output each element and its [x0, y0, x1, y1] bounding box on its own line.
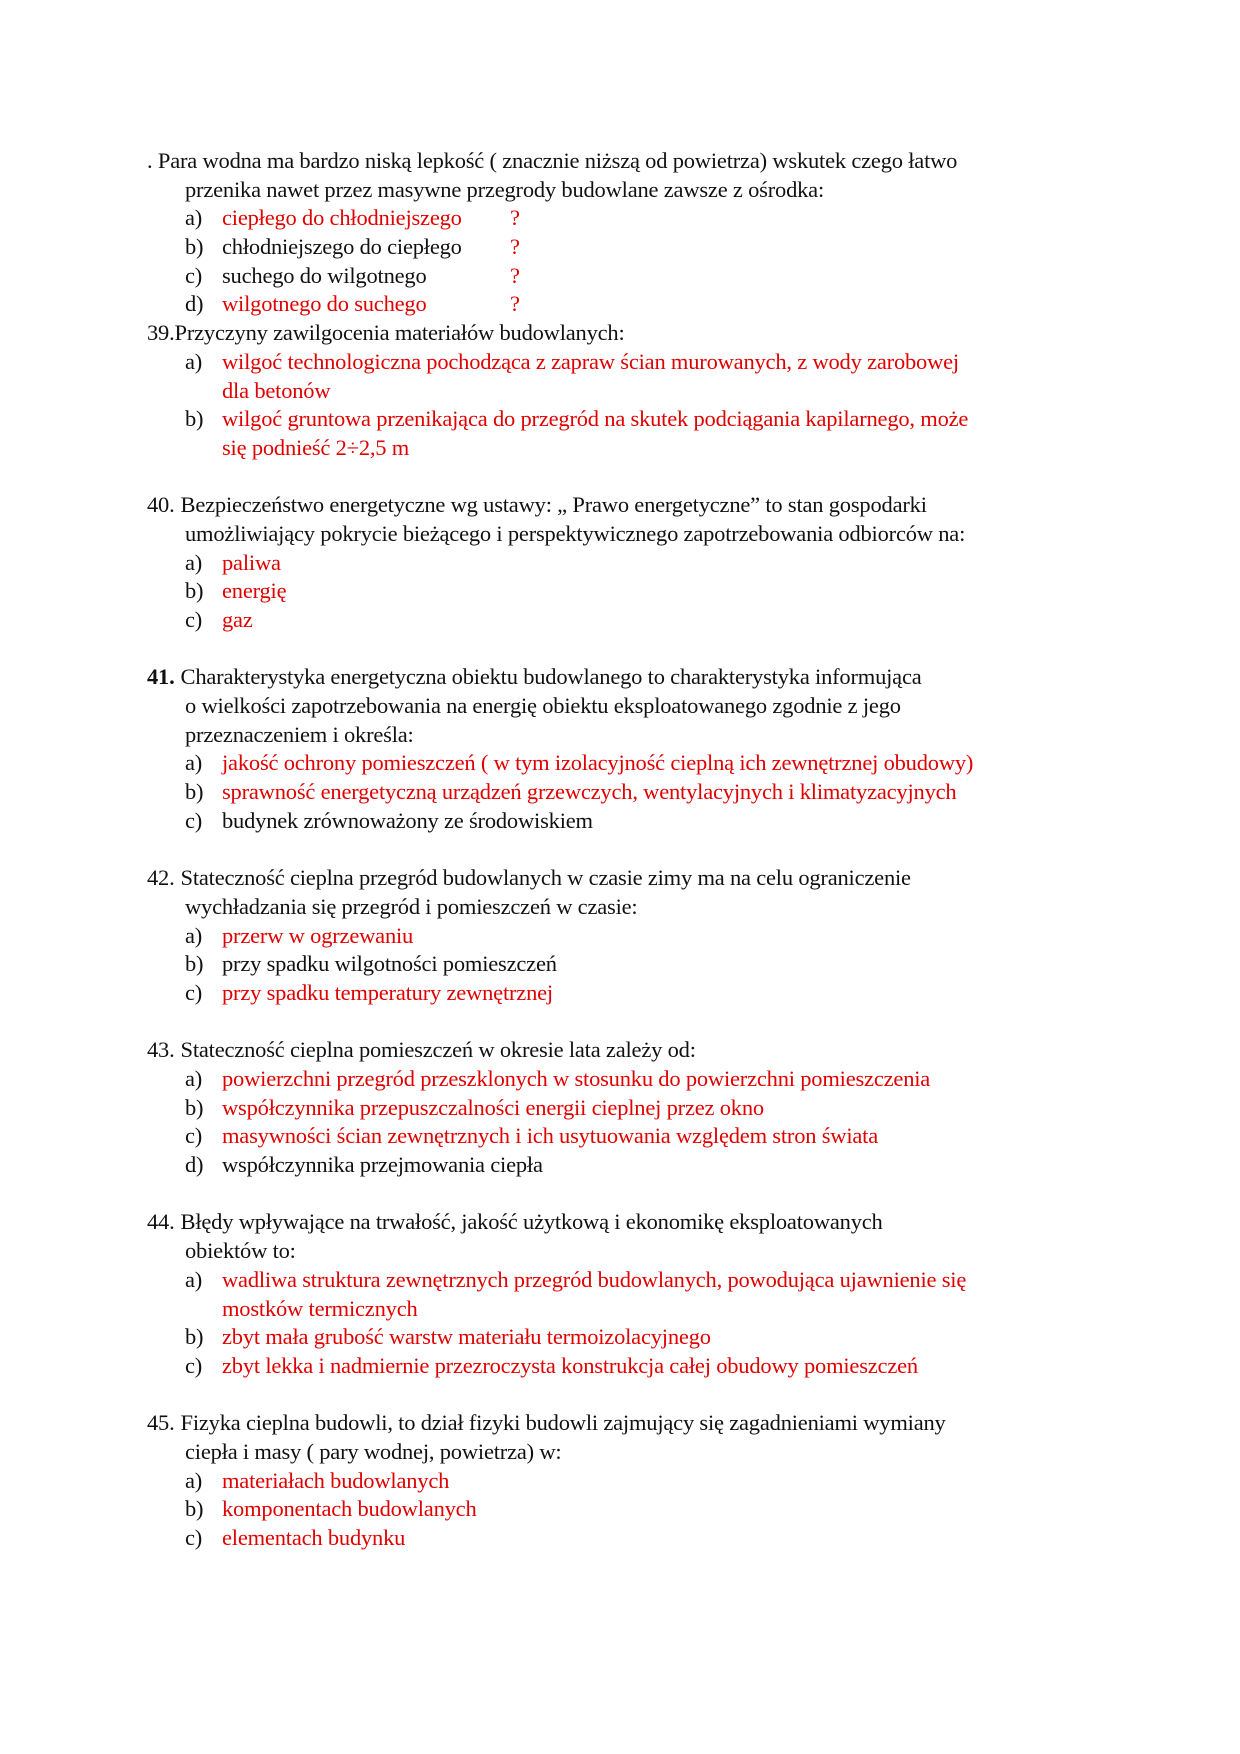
- answer-option: [0, 606, 1240, 635]
- answer-option: [0, 1122, 1240, 1151]
- question-number: 45.: [147, 1410, 175, 1436]
- option-text: sprawność energetyczną urządzeń grzewczych, wentylacyjnych i klimatyzacyjnych: [222, 779, 957, 805]
- question-text-continued: [0, 893, 1240, 922]
- question-text: [0, 663, 1240, 692]
- option-text: wilgoć gruntowa przenikająca do przegród na skutek podciągania kapilarnego, może: [222, 406, 969, 432]
- answer-option: [0, 549, 1240, 578]
- option-label: a): [185, 922, 203, 948]
- spacer: [0, 1180, 1240, 1209]
- question-text: [0, 1208, 1240, 1237]
- option-label: d): [185, 291, 204, 317]
- question-text: [0, 147, 1240, 176]
- option-label: b): [185, 234, 204, 260]
- option-label: a): [185, 1467, 203, 1493]
- option-text: ciepłego do chłodniejszego: [222, 205, 462, 231]
- option-label: a): [185, 348, 203, 374]
- answer-option: [0, 290, 1240, 319]
- question-block: [0, 1381, 1240, 1553]
- question-line: umożliwiający pokrycie bieżącego i perspektywicznego zapotrzebowania odbiorców na:: [185, 520, 966, 546]
- question-line: obiektów to:: [185, 1238, 296, 1264]
- answer-option: [0, 1524, 1240, 1553]
- option-label: c): [185, 1525, 203, 1550]
- question-line: wychładzania się przegród i pomieszczeń w czasie:: [185, 893, 638, 919]
- option-text: współczynnika przejmowania ciepła: [222, 1152, 543, 1178]
- option-label: b): [185, 578, 204, 604]
- question-block: [0, 836, 1240, 1008]
- option-label: b): [185, 1324, 204, 1350]
- question-line: przenika nawet przez masywne przegrody budowlane zawsze z ośrodka:: [185, 176, 825, 202]
- question-block: [0, 1008, 1240, 1180]
- question-line: o wielkości zapotrzebowania na energię obiektu eksploatowanego zgodnie z jego: [185, 693, 901, 719]
- answer-option: [0, 807, 1240, 836]
- option-label: c): [185, 807, 203, 833]
- answer-option: [0, 1323, 1240, 1352]
- option-label: a): [185, 1066, 203, 1091]
- option-text: masywności ścian zewnętrznych i ich usytuowania względem stron świata: [222, 1123, 879, 1149]
- spacer: [0, 463, 1240, 492]
- option-text: elementach budynku: [222, 1525, 406, 1550]
- question-text-continued: [0, 1237, 1240, 1266]
- option-label: a): [185, 1266, 203, 1292]
- answer-option: [0, 950, 1240, 979]
- answer-option: [0, 204, 1240, 233]
- option-text: suchego do wilgotnego: [222, 262, 427, 288]
- option-text: przy spadku wilgotności pomieszczeń: [222, 951, 557, 977]
- question-block: [0, 319, 1240, 462]
- question-number: .: [147, 148, 153, 173]
- answer-option: [0, 1352, 1240, 1381]
- answer-option: [0, 979, 1240, 1008]
- option-text: zbyt mała grubość warstw materiału termoizolacyjnego: [222, 1324, 711, 1350]
- question-text: [0, 864, 1240, 893]
- question-block: [0, 147, 1240, 319]
- spacer: [0, 1381, 1240, 1410]
- option-text: materiałach budowlanych: [222, 1467, 450, 1493]
- answer-option: [0, 1094, 1240, 1123]
- question-line: Błędy wpływające na trwałość, jakość użytkową i ekonomikę eksploatowanych: [180, 1209, 883, 1235]
- option-label: c): [185, 262, 203, 288]
- option-text: wilgoć technologiczna pochodząca z zapraw ścian murowanych, z wody zarobowej: [222, 348, 959, 374]
- option-text: chłodniejszego do ciepłego: [222, 234, 462, 260]
- option-label: b): [185, 779, 204, 805]
- option-text: przerw w ogrzewaniu: [222, 922, 414, 948]
- option-text: paliwa: [222, 549, 281, 575]
- option-text: komponentach budowlanych: [222, 1496, 477, 1522]
- option-text: wadliwa struktura zewnętrznych przegród budowlanych, powodująca ujawnienie się: [222, 1266, 967, 1292]
- answer-option: [0, 1266, 1240, 1295]
- question-block: [0, 635, 1240, 836]
- question-number: 42.: [147, 865, 175, 891]
- question-text: [0, 491, 1240, 520]
- question-mark: ?: [510, 291, 520, 317]
- option-label: c): [185, 1352, 203, 1378]
- question-text-continued: [0, 176, 1240, 205]
- option-text: jakość ochrony pomieszczeń ( w tym izolacyjność cieplną ich zewnętrznej obudowy): [222, 750, 974, 776]
- option-label: b): [185, 1094, 204, 1120]
- question-number: 44.: [147, 1209, 175, 1235]
- question-number: 41.: [147, 664, 175, 690]
- question-text-continued: [0, 721, 1240, 750]
- option-text: przy spadku temperatury zewnętrznej: [222, 979, 553, 1005]
- question-line: przeznaczeniem i określa:: [185, 721, 414, 747]
- option-label: a): [185, 549, 203, 575]
- answer-option: [0, 778, 1240, 807]
- question-line: Stateczność cieplna przegród budowlanych w czasie zimy ma na celu ograniczenie: [180, 865, 911, 891]
- question-line: ciepła i masy ( pary wodnej, powietrza) w:: [185, 1438, 562, 1464]
- spacer: [0, 635, 1240, 664]
- option-label: a): [185, 205, 203, 231]
- answer-option: [0, 233, 1240, 262]
- option-text: budynek zrównoważony ze środowiskiem: [222, 807, 593, 833]
- option-text: energię: [222, 578, 287, 604]
- option-text: gaz: [222, 607, 253, 632]
- option-label: b): [185, 406, 204, 432]
- question-mark: ?: [510, 205, 520, 231]
- option-label: c): [185, 607, 203, 632]
- question-line: Bezpieczeństwo energetyczne wg ustawy: „ Prawo energetyczne” to stan gospodarki: [180, 492, 927, 518]
- option-text-continued: dla betonów: [222, 377, 331, 403]
- question-line: Fizyka cieplna budowli, to dział fizyki budowli zajmujący się zagadnieniami wymiany: [180, 1410, 946, 1436]
- question-line: Charakterystyka energetyczna obiektu budowlanego to charakterystyka informująca: [180, 664, 922, 690]
- answer-option: [0, 1151, 1240, 1180]
- question-text: [0, 1409, 1240, 1438]
- option-text: wilgotnego do suchego: [222, 291, 427, 317]
- option-text-continued: mostków termicznych: [222, 1295, 418, 1321]
- option-text: zbyt lekka i nadmiernie przezroczysta konstrukcja całej obudowy pomieszczeń: [222, 1352, 918, 1378]
- question-text-continued: [0, 520, 1240, 549]
- option-label: d): [185, 1152, 204, 1178]
- answer-option: [0, 749, 1240, 778]
- answer-option: [0, 405, 1240, 434]
- document-page: [0, 147, 1240, 1553]
- question-text: [0, 1036, 1240, 1065]
- answer-option: [0, 262, 1240, 291]
- answer-option: [0, 577, 1240, 606]
- question-mark: ?: [510, 262, 520, 288]
- option-text: powierzchni przegród przeszklonych w stosunku do powierzchni pomieszczenia: [222, 1066, 931, 1091]
- question-number: 39.: [147, 320, 175, 346]
- question-line: Przyczyny zawilgocenia materiałów budowlanych:: [174, 320, 625, 346]
- option-label: c): [185, 1123, 203, 1149]
- spacer: [0, 836, 1240, 865]
- question-line: Stateczność cieplna pomieszczeń w okresie lata zależy od:: [180, 1037, 696, 1063]
- question-mark: ?: [510, 234, 520, 260]
- answer-option: [0, 1065, 1240, 1094]
- question-text: [0, 319, 1240, 348]
- spacer: [0, 1008, 1240, 1037]
- question-number: 43.: [147, 1037, 175, 1063]
- question-number: 40.: [147, 492, 175, 518]
- option-label: c): [185, 979, 203, 1005]
- question-block: [0, 463, 1240, 635]
- option-text: współczynnika przepuszczalności energii cieplnej przez okno: [222, 1094, 764, 1120]
- answer-option: [0, 1467, 1240, 1496]
- question-text-continued: [0, 692, 1240, 721]
- option-text-continued: się podnieść 2÷2,5 m: [222, 434, 410, 460]
- question-block: [0, 1180, 1240, 1381]
- answer-option: [0, 348, 1240, 377]
- question-line: Para wodna ma bardzo niską lepkość ( znacznie niższą od powietrza) wskutek czego łatwo: [157, 148, 958, 173]
- question-text-continued: [0, 1438, 1240, 1467]
- option-label: b): [185, 951, 204, 977]
- option-label: a): [185, 750, 203, 776]
- option-label: b): [185, 1496, 204, 1522]
- answer-option: [0, 922, 1240, 951]
- answer-option: [0, 1495, 1240, 1524]
